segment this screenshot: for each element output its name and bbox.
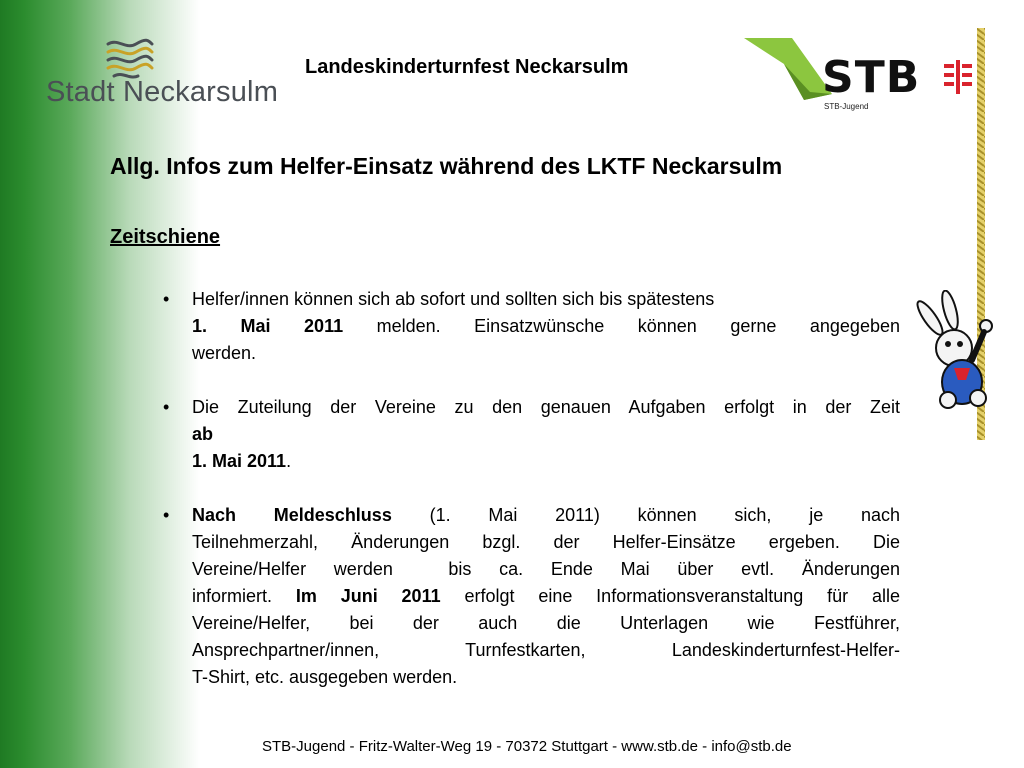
section-heading: Zeitschiene [110,226,221,248]
emphasis: Nach Meldeschluss [192,505,392,525]
main-heading: Allg. Infos zum Helfer-Einsatz während des LKTF Neckarsulm [110,153,783,179]
city-logo-text: Stadt Neckarsulm [46,76,279,108]
text-line: ab [192,424,214,444]
stb-jugend-logo [744,34,974,114]
wave-emblem-icon [104,36,154,80]
text-line: informiert. Im Juni 2011 erfolgt eine Informationsveranstaltung für alle [192,586,901,606]
date-emphasis: 1. Mai 2011 [192,316,344,336]
bullet-list [160,286,900,718]
footer-contact: STB-Jugend - Fritz-Walter-Weg 19 - 70372 Stuttgart - www.stb.de - info@stb.de [262,738,792,755]
date-emphasis: 1. Mai 2011 [192,451,287,471]
bullet-icon: • [163,289,170,309]
bunny-mascot-icon [914,290,1014,420]
text-line: Nach Meldeschluss (1. Mai 2011) können sich, je nach [192,505,900,525]
text-line: werden. [192,343,257,363]
list-item [160,502,900,691]
text-line: Teilnehmerzahl, Änderungen bzgl. der Helfer-Einsätze ergeben. Die [192,532,900,552]
bullet-icon: • [163,397,170,417]
text-line: 1. Mai 2011 melden. Einsatzwünsche können gerne angegeben [192,316,900,336]
text-line: Helfer/innen können sich ab sofort und sollten sich bis spätestens [192,289,715,309]
stb-swoosh-icon [744,34,834,104]
stb-logo-subtitle: STB-Jugend [824,102,869,111]
text-line: 1. Mai 2011. [192,451,292,471]
stadt-neckarsulm-logo [46,36,279,110]
text-line: Vereine/Helfer, bei der auch die Unterlagen wie Festführer, [192,613,900,633]
text-line: Die Zuteilung der Vereine zu den genauen Aufgaben erfolgt in der Zeit [192,397,900,417]
list-item [160,286,900,367]
list-item [160,394,900,475]
bullet-icon: • [163,505,170,525]
text-line: Ansprechpartner/innen, Turnfestkarten, Landeskinderturnfest-Helfer- [192,640,900,660]
emphasis: Im Juni 2011 [295,586,441,606]
header-title: Landeskinderturnfest Neckarsulm [305,56,629,78]
text-line: T-Shirt, etc. ausgegeben werden. [192,667,458,687]
text-line: Vereine/Helfer werden bis ca. Ende Mai über evtl. Änderungen [192,559,900,579]
stb-logo-word: STB [822,52,921,103]
